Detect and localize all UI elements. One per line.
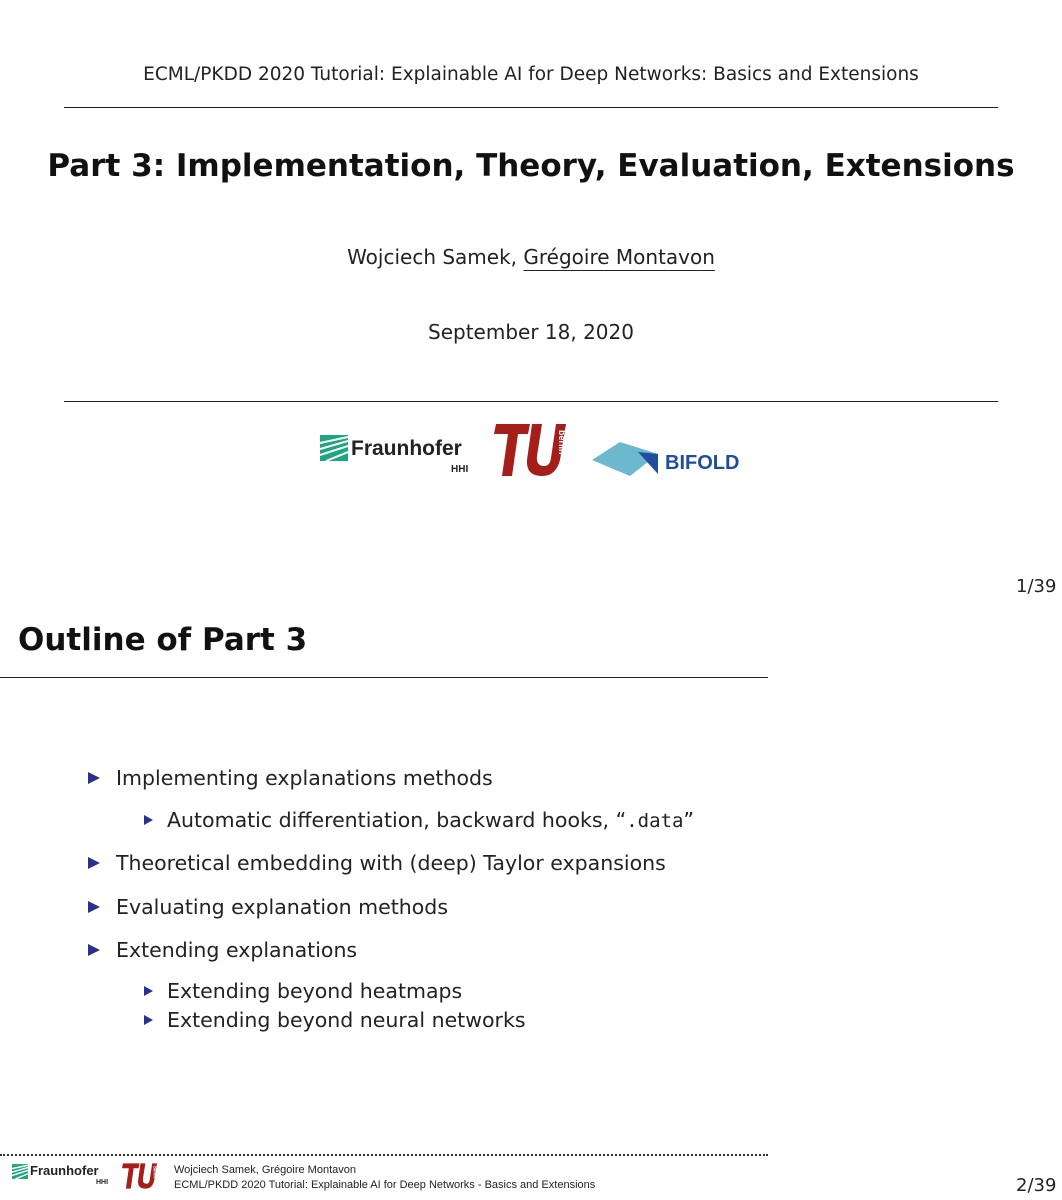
slide-title: Part 3: Implementation, Theory, Evaluation, Extensions	[47, 148, 1015, 184]
list-item: Implementing explanations methods	[88, 766, 493, 790]
bullet-triangle-icon	[144, 986, 153, 996]
bullet-triangle-icon	[88, 901, 100, 913]
tu-berlin-mark-icon	[494, 422, 568, 478]
list-item: Extending beyond neural networks	[144, 1008, 526, 1032]
page-number: 2/39	[1016, 1175, 1057, 1196]
tu-berlin-word: berlin	[152, 1166, 158, 1179]
authors	[0, 245, 1062, 269]
tu-berlin-word: berlin	[557, 430, 567, 455]
list-item: Evaluating explanation methods	[88, 895, 448, 919]
list-item: Extending explanations	[88, 938, 357, 962]
footer-tu-berlin-logo	[122, 1162, 158, 1190]
date-rule	[64, 401, 998, 402]
fraunhofer-mark-icon	[12, 1164, 28, 1179]
fraunhofer-logo	[320, 434, 472, 480]
fraunhofer-wordmark: Fraunhofer	[30, 1163, 99, 1178]
bifold-wordmark: BIFOLD	[665, 452, 740, 474]
fraunhofer-hhi: HHI	[96, 1179, 109, 1186]
outline-slide	[0, 604, 1062, 1200]
slide-header: ECML/PKDD 2020 Tutorial: Explainable AI for Deep Networks: Basics and Extensions	[143, 64, 919, 85]
author-samek: Wojciech Samek,	[347, 245, 518, 269]
bullet-triangle-icon	[144, 1015, 153, 1025]
slide-title: Outline of Part 3	[18, 622, 308, 658]
bullet-triangle-icon	[88, 944, 100, 956]
bifold-logo	[592, 440, 744, 478]
footer-event: ECML/PKDD 2020 Tutorial: Explainable AI for Deep Networks - Basics and Extensions	[174, 1179, 596, 1191]
list-item: Extending beyond heatmaps	[144, 979, 462, 1003]
code-span: .data	[626, 810, 684, 832]
fraunhofer-wordmark: Fraunhofer	[351, 437, 462, 460]
author-montavon: Grégoire Montavon	[523, 245, 715, 269]
header-rule	[64, 107, 998, 108]
footer-rule	[0, 1154, 768, 1156]
page-number: 1/39	[1016, 576, 1057, 597]
title-rule	[0, 677, 768, 678]
slide-date: September 18, 2020	[428, 320, 634, 344]
fraunhofer-mark-icon	[320, 435, 348, 461]
bullet-triangle-icon	[88, 857, 100, 869]
footer-authors: Wojciech Samek, Grégoire Montavon	[174, 1164, 356, 1176]
footer-fraunhofer-logo	[12, 1162, 112, 1188]
list-item: Automatic differentiation, backward hooks, “.data”	[144, 808, 694, 832]
bullet-triangle-icon	[88, 772, 100, 784]
bullet-triangle-icon	[144, 815, 153, 825]
tu-berlin-mark-icon	[122, 1162, 158, 1190]
tu-berlin-logo	[494, 422, 568, 478]
fraunhofer-hhi: HHI	[451, 464, 469, 475]
list-item: Theoretical embedding with (deep) Taylor expansions	[88, 851, 666, 875]
bifold-mark-icon	[592, 440, 658, 478]
